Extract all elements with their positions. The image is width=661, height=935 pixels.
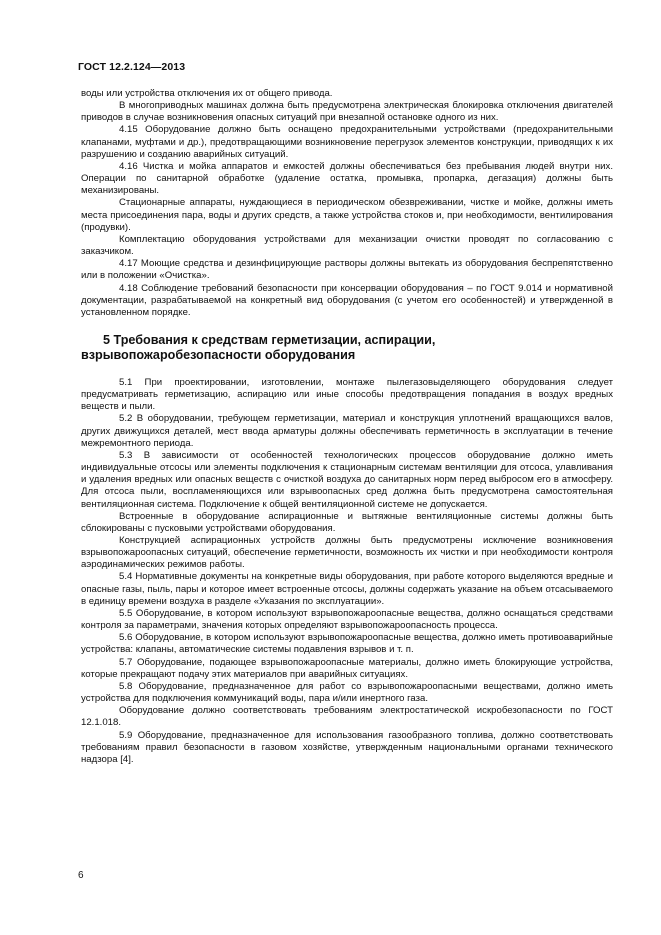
paragraph: 4.15 Оборудование должно быть оснащено предохранительными устройствами (предохранительными клапанами, муфтами и др.), предотвращающими возникновение перегрузок элементов конструкции, приводящих к их разрушению и созданию аварийных ситуаций.	[81, 124, 613, 160]
paragraph: воды или устройства отключения их от общего привода.	[81, 88, 333, 99]
paragraph: 4.18 Соблюдение требований безопасности при консервации оборудования – по ГОСТ 9.014 и нормативной документации, разрабатываемой на конкретный вид оборудования (с учетом его особенностей) и утвержденной в установленном порядке.	[81, 282, 613, 318]
paragraph: Встроенные в оборудование аспирационные и вытяжные вентиляционные системы должны быть сблокированы с пусковыми устройствами оборудования.	[81, 510, 613, 534]
paragraph: Комплектацию оборудования устройствами для механизации очистки проводят по согласованию с заказчиком.	[81, 233, 613, 258]
paragraph: 5.3 В зависимости от особенностей технологических процессов оборудование должно иметь индивидуальные отсосы или элементы подключения к стационарным системам вентиляции для отсоса, улавливания и удаления вредных или опасных веществ с очисткой воздуха до санитарных норм перед выбросом его в атмосферу. Для отсоса пыли, воспламеняющихся или взрывоопасных сред должна быть предусмотрена самостоятельная вентиляционная система. Подключение к общей вентиляционной системе не допускается.	[81, 449, 613, 510]
paragraph: 5.7 Оборудование, подающее взрывопожароопасные материалы, должно иметь блокирующие устройства, которые прекращают подачу этих материалов при аварийных ситуациях.	[81, 656, 613, 680]
section-heading: 5 Требования к средствам герметизации, аспирации, взрывопожаробезопасности оборудования	[81, 332, 436, 362]
paragraph: В многоприводных машинах должна быть предусмотрена электрическая блокировка отключения двигателей приводов в случае возникновения опасных ситуаций при внезапной остановке одного из них.	[81, 100, 613, 124]
paragraph: 5.6 Оборудование, в котором используют взрывопожароопасные вещества, должно иметь противоаварийные устройства: клапаны, автоматические системы подавления взрывов и т. п.	[81, 632, 613, 656]
paragraph: 5.5 Оборудование, в котором используют взрывопожароопасные вещества, должно оснащаться средствами контроля за параметрами, значения которых определяют взрывопожароопасность процесса.	[81, 607, 613, 632]
paragraph: Стационарные аппараты, нуждающиеся в периодическом обезвреживании, чистке и мойке, должны иметь места присоединения пара, воды и других средств, а также устройства стоков и, при необходимости, вентилирования (продувки).	[81, 197, 613, 233]
document-body	[81, 88, 613, 766]
paragraph: 5.9 Оборудование, предназначенное для использования газообразного топлива, должно соответствовать требованиям правил безопасности в газовом хозяйстве, утвержденным национальными органами технического надзора [4].	[81, 729, 613, 765]
paragraph: 5.1 При проектировании, изготовлении, монтаже пылегазовыделяющего оборудования следует предусматривать герметизацию, аспирацию или иные способы предотвращения попадания в воздух вредных веществ и пыли.	[81, 376, 613, 413]
document-header-code: ГОСТ 12.2.124—2013	[78, 61, 186, 73]
page-number: 6	[78, 870, 84, 881]
paragraph: 5.8 Оборудование, предназначенное для работ со взрывопожароопасными веществами, должно иметь устройства для подключения коммуникаций воды, пара и/или инертного газа.	[81, 680, 613, 705]
paragraph: 5.2 В оборудовании, требующем герметизации, материал и конструкция уплотнений вращающихся валов, других движущихся деталей, мест ввода арматуры должны обеспечивать герметичность в эксплуатации в течение межремонтного периода.	[81, 413, 613, 449]
paragraph: Конструкцией аспирационных устройств должны быть предусмотрены исключение возникновения взрывопожароопасных ситуаций, обеспечение герметичности, возможность их чистки и при необходимости контроля аэродинамических режимов работы.	[81, 535, 613, 571]
paragraph: 4.17 Моющие средства и дезинфицирующие растворы должны вытекать из оборудования беспрепятственно или в положении «Очистка».	[81, 258, 613, 282]
paragraph: 4.16 Чистка и мойка аппаратов и емкостей должны обеспечиваться без пребывания людей внутри них. Операции по санитарной обработке (удаление остатка, промывка, пропарка, дегазация) должны быть механизированы.	[81, 160, 613, 197]
paragraph: 5.4 Нормативные документы на конкретные виды оборудования, при работе которого выделяются вредные и опасные газы, пыль, пары и которое имеет встроенные отсосы, должны содержать указание на объем отсасываемого в единицу времени воздуха в разделе «Указания по эксплуатации».	[81, 571, 613, 607]
paragraph: Оборудование должно соответствовать требованиям электростатической искробезопасности по ГОСТ 12.1.018.	[81, 705, 613, 729]
